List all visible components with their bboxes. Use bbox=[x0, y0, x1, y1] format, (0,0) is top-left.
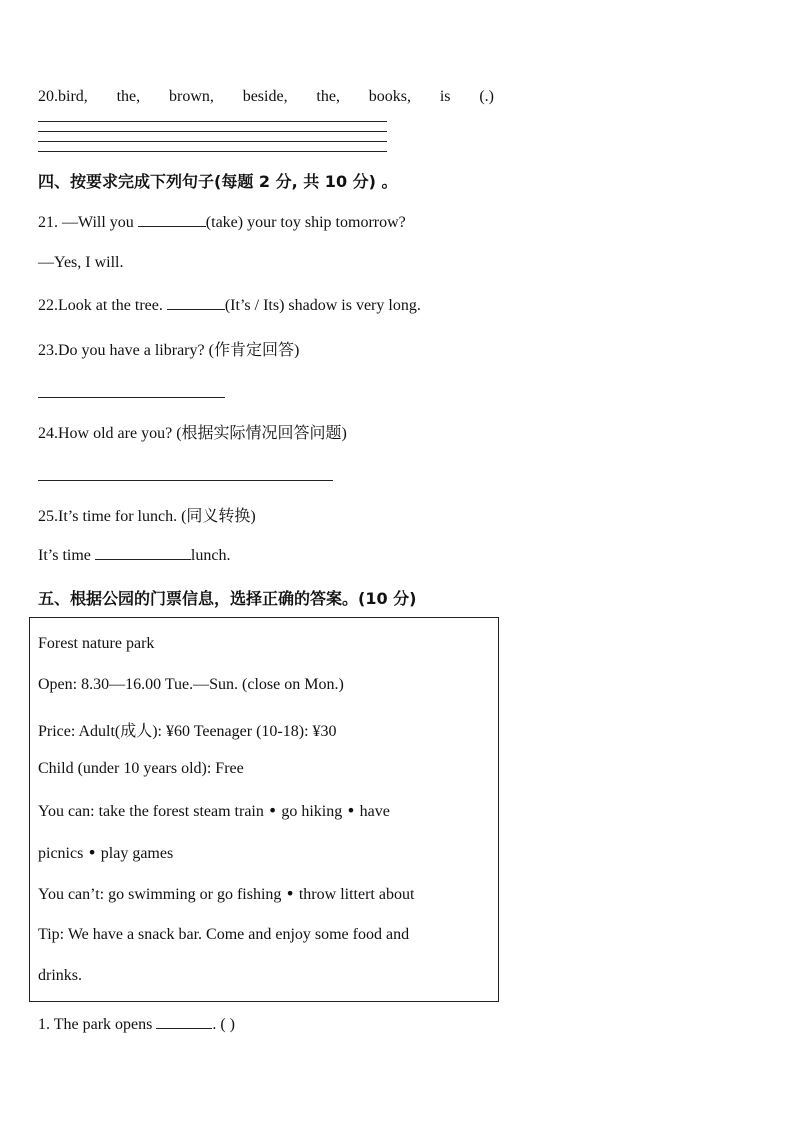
q25-rewrite: It’s time lunch. bbox=[38, 547, 231, 564]
q25-blank[interactable] bbox=[95, 545, 191, 560]
q20-words bbox=[38, 88, 494, 106]
q25: 25.It’s time for lunch. (同义转换) bbox=[38, 508, 256, 525]
q24-answer-line[interactable] bbox=[38, 480, 333, 481]
ticket-info-box bbox=[29, 617, 499, 1002]
answer-line[interactable] bbox=[38, 141, 387, 142]
q22: 22.Look at the tree. (It’s / Its) shadow is very long. bbox=[38, 297, 421, 314]
q21: 21. —Will you (take) your toy ship tomorrow? bbox=[38, 214, 406, 231]
q20-word: is bbox=[439, 88, 451, 105]
q22-blank[interactable] bbox=[167, 295, 225, 310]
ticket-tip: Tip: We have a snack bar. Come and enjoy some food and bbox=[38, 926, 410, 943]
ticket-open-hours: Open: 8.30—16.00 Tue.—Sun. (close on Mon.) bbox=[38, 676, 344, 693]
ticket-can: You can: take the forest steam train • go hiking • have bbox=[38, 801, 390, 820]
bullet-icon: • bbox=[285, 884, 295, 903]
q20-word: 20.bird, bbox=[38, 88, 88, 105]
section4-heading: 四、按要求完成下列句子(每题 2 分, 共 10 分) 。 bbox=[38, 172, 398, 191]
q21-blank[interactable] bbox=[138, 212, 206, 227]
ticket-can-continued: picnics • play games bbox=[38, 843, 174, 862]
ticket-tip-continued: drinks. bbox=[38, 967, 82, 984]
q23: 23.Do you have a library? (作肯定回答) bbox=[38, 342, 300, 359]
q20-word: brown, bbox=[168, 88, 214, 105]
q21-answer: —Yes, I will. bbox=[38, 254, 124, 271]
q1: 1. The park opens . ( ) bbox=[38, 1016, 235, 1033]
ticket-price: Price: Adult(成人): ¥60 Teenager (10-18): ¥30 bbox=[38, 723, 337, 740]
ticket-title: Forest nature park bbox=[38, 635, 155, 652]
q24: 24.How old are you? (根据实际情况回答问题) bbox=[38, 425, 347, 442]
q20-word: the, bbox=[116, 88, 141, 105]
q20-word: the, bbox=[316, 88, 340, 105]
q1-blank[interactable] bbox=[156, 1014, 212, 1029]
answer-line[interactable] bbox=[38, 131, 387, 132]
bullet-icon: • bbox=[267, 801, 278, 820]
answer-line[interactable] bbox=[38, 151, 387, 152]
q20-word: books, bbox=[368, 88, 412, 105]
q23-answer-line[interactable] bbox=[38, 397, 225, 398]
section5-heading: 五、根据公园的门票信息，选择正确的答案。(10 分) bbox=[38, 589, 417, 608]
ticket-child-price: Child (under 10 years old): Free bbox=[38, 760, 244, 777]
answer-line[interactable] bbox=[38, 121, 387, 122]
q20-word: (.) bbox=[479, 88, 494, 105]
q20-word: beside, bbox=[242, 88, 288, 105]
ticket-cant: You can’t: go swimming or go fishing • throw littert about bbox=[38, 884, 415, 903]
bullet-icon: • bbox=[346, 801, 356, 820]
bullet-icon: • bbox=[87, 843, 97, 862]
